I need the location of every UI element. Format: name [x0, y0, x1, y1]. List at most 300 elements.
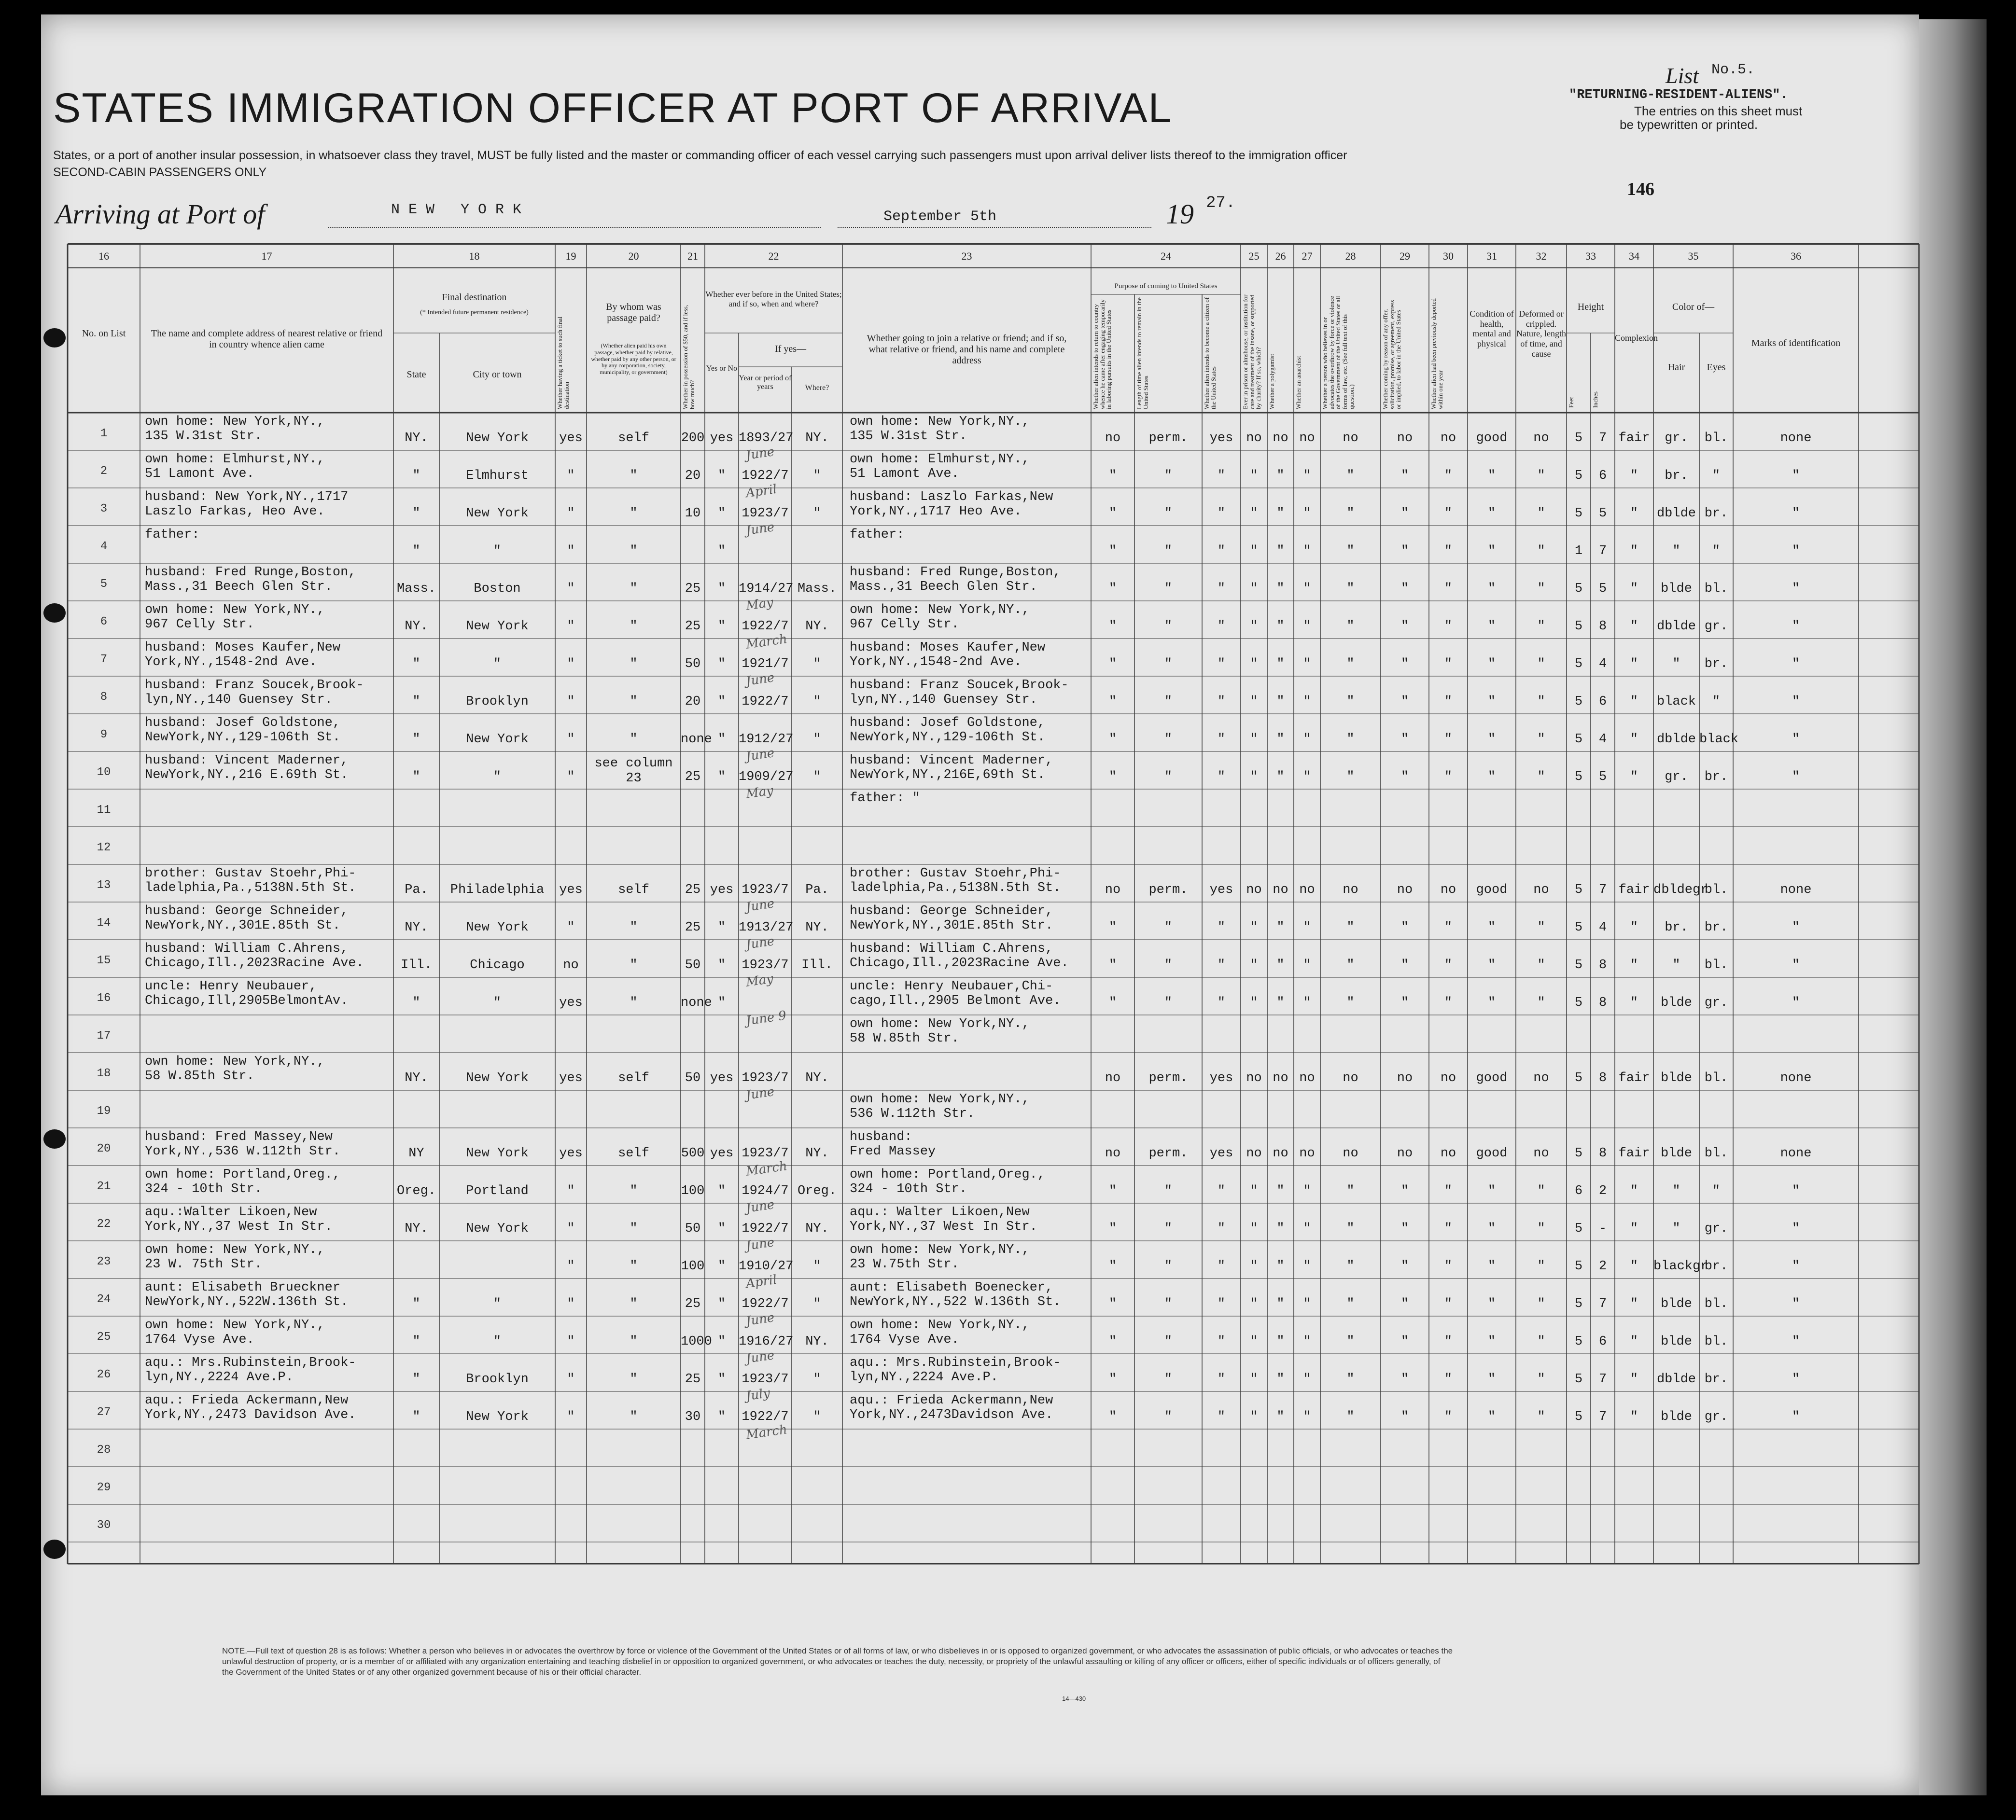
- cell-c26: no: [1273, 1071, 1288, 1085]
- page-number: 146: [1627, 179, 1654, 199]
- joining-address-line: 1764 Vyse Ave.: [850, 1333, 959, 1347]
- cell-ever: ": [717, 695, 726, 709]
- handwritten-month: April: [745, 482, 778, 501]
- cell-c27: ": [1303, 1334, 1311, 1349]
- cell-c30: ": [1444, 1410, 1453, 1424]
- cell-c28: ": [1346, 1259, 1355, 1274]
- cell-state: ": [412, 1297, 420, 1311]
- cell-where: NY.: [805, 1222, 829, 1236]
- cell-state: ": [412, 657, 420, 671]
- cell-state: ": [412, 732, 420, 747]
- handwritten-month: June: [745, 520, 776, 538]
- cell-ever: ": [717, 1297, 726, 1311]
- cell-paid: ": [630, 544, 638, 558]
- cell-c25: ": [1250, 1297, 1258, 1311]
- column-number: 21: [687, 250, 698, 262]
- cell-p2: ": [1164, 958, 1173, 973]
- cell-complexion: ": [1630, 1259, 1638, 1274]
- relative-address-line: own home: New York,NY.,: [145, 1318, 325, 1333]
- cell-c30: ": [1444, 1184, 1453, 1198]
- cell-city: Philadelphia: [450, 883, 545, 897]
- cell-hair: blde: [1661, 1146, 1692, 1161]
- cell-ticket: ": [567, 1410, 575, 1424]
- cell-inches: 2: [1598, 1259, 1607, 1274]
- joining-address-line: cago,Ill.,2905 Belmont Ave.: [850, 994, 1061, 1008]
- arriving-label: Arriving at Port of: [56, 198, 265, 230]
- row-number: 9: [100, 728, 108, 741]
- cell-p2: ": [1164, 1372, 1173, 1387]
- cell-where: Ill.: [801, 958, 833, 973]
- cell-feet: 5: [1574, 1297, 1583, 1311]
- cell-marks: ": [1792, 619, 1800, 634]
- cell-health: ": [1487, 732, 1496, 747]
- cell-c30: ": [1444, 657, 1453, 671]
- cell-c29: no: [1397, 1071, 1413, 1085]
- cell-c26: ": [1276, 1184, 1285, 1198]
- cell-eyes: gr.: [1704, 1410, 1728, 1424]
- cell-c25: ": [1250, 1222, 1258, 1236]
- cell-marks: ": [1792, 1297, 1800, 1311]
- cell-c27: ": [1303, 1410, 1311, 1424]
- cell-ticket: ": [567, 1184, 575, 1198]
- cell-inches: 8: [1598, 1071, 1607, 1085]
- cell-p3: ": [1217, 1410, 1226, 1424]
- cell-hair: br.: [1665, 469, 1688, 483]
- row-number: 6: [100, 615, 108, 628]
- cell-c25: no: [1246, 883, 1262, 897]
- cell-p3: ": [1217, 1297, 1226, 1311]
- cell-year: 1923/7: [742, 883, 789, 897]
- cell-c29: ": [1400, 920, 1409, 935]
- row-number: 5: [100, 578, 108, 591]
- cell-hair: blde: [1661, 1334, 1692, 1349]
- cell-city: ": [493, 1334, 502, 1349]
- cell-p1: ": [1108, 1410, 1117, 1424]
- cell-p2: ": [1164, 544, 1173, 558]
- cell-c28: ": [1346, 732, 1355, 747]
- joining-address-line: husband: Laszlo Farkas,New: [850, 490, 1053, 504]
- cell-money: 20: [685, 695, 701, 709]
- relative-address-line: NewYork,NY.,129-106th St.: [145, 730, 341, 745]
- cell-city: Chicago: [470, 958, 525, 973]
- row-number: 30: [97, 1519, 111, 1532]
- row-number: 12: [97, 841, 111, 854]
- cell-feet: 5: [1574, 1146, 1583, 1161]
- cell-inches: 8: [1598, 958, 1607, 973]
- cell-health: ": [1487, 506, 1496, 521]
- cell-eyes: br.: [1704, 920, 1728, 935]
- cell-year: 1923/7: [742, 506, 789, 521]
- header-no-on-list: No. on List: [82, 328, 126, 339]
- relative-address-line: aqu.: Frieda Ackermann,New: [145, 1393, 349, 1408]
- cell-eyes: ": [1712, 695, 1721, 709]
- cell-inches: 7: [1598, 883, 1607, 897]
- cell-c30: ": [1444, 1372, 1453, 1387]
- cell-p2: ": [1164, 770, 1173, 784]
- cell-complexion: ": [1630, 1297, 1638, 1311]
- cell-where: Mass.: [797, 582, 837, 596]
- cell-where: ": [813, 469, 821, 483]
- cell-inches: 7: [1598, 431, 1607, 445]
- header-ticket: Whether having a ticket to such final destination: [556, 316, 570, 409]
- cell-money: 50: [685, 1222, 701, 1236]
- cell-c29: ": [1400, 1410, 1409, 1424]
- cell-c26: ": [1276, 544, 1285, 558]
- cell-p1: ": [1108, 996, 1117, 1010]
- header-overthrow: Whether a person who believes in or advocates the overthrow by force or violence of the Government of the United States or all forms of law, etc. (See full text of this question.): [1321, 296, 1355, 409]
- cell-feet: 5: [1574, 883, 1583, 897]
- cell-paid: ": [630, 1334, 638, 1349]
- cell-inches: -: [1598, 1222, 1607, 1236]
- cell-city: New York: [466, 431, 529, 445]
- joining-address-line: Mass.,31 Beech Glen Str.: [850, 580, 1037, 594]
- cell-state: Mass.: [396, 582, 436, 596]
- cell-complexion: ": [1630, 619, 1638, 634]
- cell-feet: 5: [1574, 920, 1583, 935]
- column-number: 20: [628, 250, 639, 262]
- cell-p2: ": [1164, 996, 1173, 1010]
- header-hair: Hair: [1667, 362, 1685, 373]
- cell-health: ": [1487, 1372, 1496, 1387]
- cell-c29: ": [1400, 1222, 1409, 1236]
- header-yes-no: Yes or No: [706, 364, 738, 373]
- cell-health: good: [1476, 431, 1508, 445]
- column-number: 25: [1248, 250, 1260, 262]
- cell-deformed: ": [1537, 1222, 1545, 1236]
- cell-c26: ": [1276, 1334, 1285, 1349]
- cell-marks: ": [1792, 469, 1800, 483]
- cell-p3: ": [1217, 1372, 1226, 1387]
- cell-health: ": [1487, 1297, 1496, 1311]
- cell-c29: ": [1400, 996, 1409, 1010]
- cell-c27: ": [1303, 1222, 1311, 1236]
- cell-c25: ": [1250, 1372, 1258, 1387]
- cell-marks: ": [1792, 582, 1800, 596]
- cell-c29: ": [1400, 657, 1409, 671]
- cell-ever: ": [717, 1334, 726, 1349]
- cell-p2: ": [1164, 657, 1173, 671]
- joining-address-line: NewYork,NY.,216E,69th St.: [850, 768, 1046, 782]
- cell-inches: 4: [1598, 657, 1607, 671]
- header-prison: Ever in prison or almshouse, or institution for care and treatment of the insane, or supported by charity? If so, which?: [1242, 294, 1262, 409]
- row-number: 21: [97, 1180, 111, 1193]
- handwritten-month: June 9: [745, 1008, 787, 1028]
- cell-c28: ": [1346, 695, 1355, 709]
- cell-c29: ": [1400, 582, 1409, 596]
- cell-c26: ": [1276, 657, 1285, 671]
- cell-year: 1923/7: [742, 1071, 789, 1085]
- cell-eyes: br.: [1704, 657, 1728, 671]
- cell-deformed: ": [1537, 619, 1545, 634]
- cell-city: ": [493, 1297, 502, 1311]
- cell-c30: ": [1444, 958, 1453, 973]
- cell-year: 1924/7: [742, 1184, 789, 1198]
- relative-address-line: NewYork,NY.,216 E.69th St.: [145, 768, 349, 782]
- joining-address-line: own home: New York,NY.,: [850, 415, 1030, 429]
- cell-city: ": [493, 657, 502, 671]
- cell-paid: ": [630, 1259, 638, 1274]
- instruction-line: SECOND-CABIN PASSENGERS ONLY: [53, 166, 267, 179]
- list-number: No.5.: [1711, 62, 1755, 78]
- cell-year: 1922/7: [742, 1297, 789, 1311]
- cell-feet: 5: [1574, 1334, 1583, 1349]
- cell-health: good: [1476, 883, 1508, 897]
- cell-city: New York: [466, 920, 529, 935]
- cell-eyes: gr.: [1704, 619, 1728, 634]
- cell-state: Pa.: [405, 883, 428, 897]
- cell-p1: ": [1108, 544, 1117, 558]
- cell-money: 100: [681, 1184, 705, 1198]
- cell-c29: ": [1400, 1372, 1409, 1387]
- header-feet: Feet: [1568, 397, 1575, 408]
- cell-deformed: ": [1537, 732, 1545, 747]
- cell-hair: blde: [1661, 582, 1692, 596]
- cell-deformed: ": [1537, 1297, 1545, 1311]
- cell-c30: no: [1440, 1071, 1456, 1085]
- cell-ever: ": [717, 544, 726, 558]
- form-number: 14—430: [1062, 1695, 1086, 1702]
- row-number: 18: [97, 1067, 111, 1080]
- header-passage-paid: By whom was passage paid?: [606, 302, 661, 323]
- header-joining: Whether going to join a relative or friend; and if so, what relative or friend, and his name and complete address: [867, 333, 1067, 366]
- cell-marks: ": [1792, 544, 1800, 558]
- relative-address-line: NewYork,NY.,301E.85th St.: [145, 918, 341, 933]
- header-ever-before: Whether ever before in the United States; and if so, when and where?: [705, 290, 842, 308]
- handwritten-month: June: [745, 934, 776, 952]
- cell-c26: ": [1276, 920, 1285, 935]
- cell-c27: ": [1303, 732, 1311, 747]
- cell-c25: ": [1250, 1259, 1258, 1274]
- cell-deformed: ": [1537, 582, 1545, 596]
- column-number: 16: [98, 250, 109, 262]
- cell-paid: self: [618, 1146, 649, 1161]
- cell-money: 25: [685, 1372, 701, 1387]
- cell-marks: none: [1780, 1071, 1812, 1085]
- cell-c28: ": [1346, 619, 1355, 634]
- cell-c26: ": [1276, 1297, 1285, 1311]
- row-number: 11: [97, 804, 111, 817]
- cell-c28: ": [1346, 996, 1355, 1010]
- cell-where: NY.: [805, 1071, 829, 1085]
- row-number: 24: [97, 1293, 111, 1306]
- row-number: 15: [97, 954, 111, 967]
- cell-c25: no: [1246, 1146, 1262, 1161]
- joining-address-line: own home: Elmhurst,NY.,: [850, 452, 1030, 467]
- joining-address-line: NewYork,NY.,301E.85th Str.: [850, 918, 1053, 933]
- cell-p2: ": [1164, 1259, 1173, 1274]
- cell-marks: ": [1792, 958, 1800, 973]
- handwritten-month: June: [745, 1084, 776, 1103]
- cell-feet: 5: [1574, 1071, 1583, 1085]
- cell-feet: 5: [1574, 506, 1583, 521]
- cell-ticket: ": [567, 1259, 575, 1274]
- cell-p2: ": [1164, 619, 1173, 634]
- joining-address-line: Chicago,Ill.,2023Racine Ave.: [850, 956, 1069, 971]
- cell-health: good: [1476, 1071, 1508, 1085]
- port-value: NEW YORK: [391, 202, 531, 218]
- cell-p1: ": [1108, 1372, 1117, 1387]
- header-where: Where?: [805, 384, 829, 392]
- cell-complexion: fair: [1618, 1146, 1650, 1161]
- header-city: City or town: [473, 369, 522, 380]
- cell-eyes: bl.: [1704, 883, 1728, 897]
- row-number: 8: [100, 691, 108, 704]
- cell-feet: 5: [1574, 619, 1583, 634]
- cell-p3: ": [1217, 1259, 1226, 1274]
- cell-c27: ": [1303, 544, 1311, 558]
- cell-marks: ": [1792, 732, 1800, 747]
- cell-paid: ": [630, 958, 638, 973]
- relative-address-line: 23 W. 75th Str.: [145, 1257, 263, 1272]
- cell-deformed: no: [1533, 1071, 1549, 1085]
- cell-paid: ": [630, 1297, 638, 1311]
- cell-state: NY: [408, 1146, 424, 1161]
- relative-address-line: father:: [145, 528, 200, 542]
- cell-p3: yes: [1209, 1071, 1233, 1085]
- cell-eyes: br.: [1704, 1259, 1728, 1274]
- cell-marks: ": [1792, 1334, 1800, 1349]
- header-possession: Whether in possession of $50, and if less, how much?: [682, 305, 696, 409]
- header-purpose-return: Whether alien intends to return to country whence he came after engaging temporarily in laboring pursuits in the United States: [1092, 299, 1113, 409]
- relative-address-line: aqu.: Mrs.Rubinstein,Brook-: [145, 1356, 356, 1370]
- joining-address-line: lyn,NY.,2224 Ave.P.: [850, 1370, 998, 1385]
- cell-c27: ": [1303, 958, 1311, 973]
- cell-where: Oreg.: [797, 1184, 837, 1198]
- relative-address-line: NewYork,NY.,522W.136th St.: [145, 1295, 349, 1309]
- cell-hair: blde: [1661, 1297, 1692, 1311]
- header-height: Height: [1577, 302, 1604, 312]
- handwritten-month: May: [745, 595, 774, 613]
- row-number: 4: [100, 540, 108, 553]
- cell-c26: ": [1276, 695, 1285, 709]
- cell-money: 500: [681, 1146, 705, 1161]
- joining-address-line: 536 W.112th Str.: [850, 1107, 975, 1121]
- joining-address-line: 58 W.85th Str.: [850, 1031, 959, 1046]
- handwritten-month: June: [745, 896, 776, 915]
- cell-c25: ": [1250, 996, 1258, 1010]
- cell-deformed: ": [1537, 544, 1545, 558]
- cell-state: ": [412, 1372, 420, 1387]
- joining-address-line: 23 W.75th Str.: [850, 1257, 959, 1272]
- cell-where: NY.: [805, 431, 829, 445]
- cell-p3: ": [1217, 619, 1226, 634]
- cell-c26: ": [1276, 770, 1285, 784]
- cell-ever: ": [717, 958, 726, 973]
- cell-deformed: ": [1537, 657, 1545, 671]
- cell-p1: ": [1108, 1297, 1117, 1311]
- cell-ever: ": [717, 1372, 726, 1387]
- row-number: 2: [100, 465, 108, 478]
- cell-inches: 5: [1598, 506, 1607, 521]
- cell-year: 1922/7: [742, 1222, 789, 1236]
- joining-address-line: lyn,NY.,140 Guensey Str.: [850, 693, 1037, 707]
- cell-c30: ": [1444, 506, 1453, 521]
- cell-c28: ": [1346, 770, 1355, 784]
- cell-ticket: ": [567, 732, 575, 747]
- cell-c26: ": [1276, 1222, 1285, 1236]
- cell-money: 50: [685, 1071, 701, 1085]
- cell-complexion: ": [1630, 695, 1638, 709]
- header-marks: Marks of identification: [1751, 338, 1841, 348]
- cell-eyes: bl.: [1704, 582, 1728, 596]
- cell-eyes: bl.: [1704, 1071, 1728, 1085]
- cell-hair: ": [1672, 1184, 1680, 1198]
- cell-state: Ill.: [401, 958, 432, 973]
- header-inches: Inches: [1592, 391, 1599, 408]
- cell-complexion: ": [1630, 1334, 1638, 1349]
- cell-c25: ": [1250, 544, 1258, 558]
- cell-eyes: ": [1712, 544, 1721, 558]
- cell-c25: ": [1250, 1334, 1258, 1349]
- cell-feet: 6: [1574, 1184, 1583, 1198]
- cell-deformed: ": [1537, 469, 1545, 483]
- cell-eyes: gr.: [1704, 996, 1728, 1010]
- cell-c27: no: [1299, 1071, 1315, 1085]
- cell-money: 25: [685, 619, 701, 634]
- handwritten-month: March: [745, 1422, 788, 1443]
- cell-c30: ": [1444, 732, 1453, 747]
- cell-inches: 7: [1598, 1372, 1607, 1387]
- cell-city: New York: [466, 506, 529, 521]
- cell-c25: ": [1250, 506, 1258, 521]
- joining-address-line: 135 W.31st Str.: [850, 429, 967, 444]
- cell-p3: ": [1217, 657, 1226, 671]
- cell-c30: ": [1444, 996, 1453, 1010]
- cell-ever: ": [717, 469, 726, 483]
- cell-p3: ": [1217, 770, 1226, 784]
- cell-ticket: ": [567, 1372, 575, 1387]
- cell-where: ": [813, 506, 821, 521]
- column-number: 31: [1486, 250, 1497, 262]
- cell-state: ": [412, 1410, 420, 1424]
- cell-where: Pa.: [805, 883, 829, 897]
- cell-p2: ": [1164, 1410, 1173, 1424]
- cell-c25: ": [1250, 920, 1258, 935]
- cell-year: 1913/27: [739, 920, 794, 935]
- cell-state: NY.: [405, 619, 428, 634]
- cell-p2: ": [1164, 1184, 1173, 1198]
- cell-ticket: yes: [559, 1071, 583, 1085]
- cell-ever: yes: [710, 431, 734, 445]
- cell-city: ": [493, 770, 502, 784]
- cell-marks: ": [1792, 1410, 1800, 1424]
- cell-city: New York: [466, 1410, 529, 1424]
- cell-year: 1922/7: [742, 1410, 789, 1424]
- cell-c29: ": [1400, 1184, 1409, 1198]
- cell-inches: 8: [1598, 996, 1607, 1010]
- handwritten-month: June: [745, 1235, 776, 1253]
- cell-p1: ": [1108, 469, 1117, 483]
- cell-feet: 5: [1574, 732, 1583, 747]
- cell-feet: 5: [1574, 1410, 1583, 1424]
- cell-inches: 5: [1598, 770, 1607, 784]
- cell-complexion: ": [1630, 1184, 1638, 1198]
- handwritten-month: May: [745, 972, 774, 990]
- cell-marks: ": [1792, 996, 1800, 1010]
- cell-state: Oreg.: [396, 1184, 436, 1198]
- joining-address-line: husband: Fred Runge,Boston,: [850, 565, 1061, 580]
- header-year-period: Year or period of years: [739, 374, 792, 391]
- cell-c30: ": [1444, 544, 1453, 558]
- cell-ticket: ": [567, 657, 575, 671]
- joining-address-line: husband: Moses Kaufer,New: [850, 640, 1046, 655]
- cell-c28: ": [1346, 582, 1355, 596]
- cell-ticket: yes: [559, 996, 583, 1010]
- cell-hair: dblde: [1656, 506, 1696, 521]
- cell-year: 1921/7: [742, 657, 789, 671]
- header-anarchist: Whether an anarchist: [1295, 356, 1302, 409]
- cell-c26: ": [1276, 582, 1285, 596]
